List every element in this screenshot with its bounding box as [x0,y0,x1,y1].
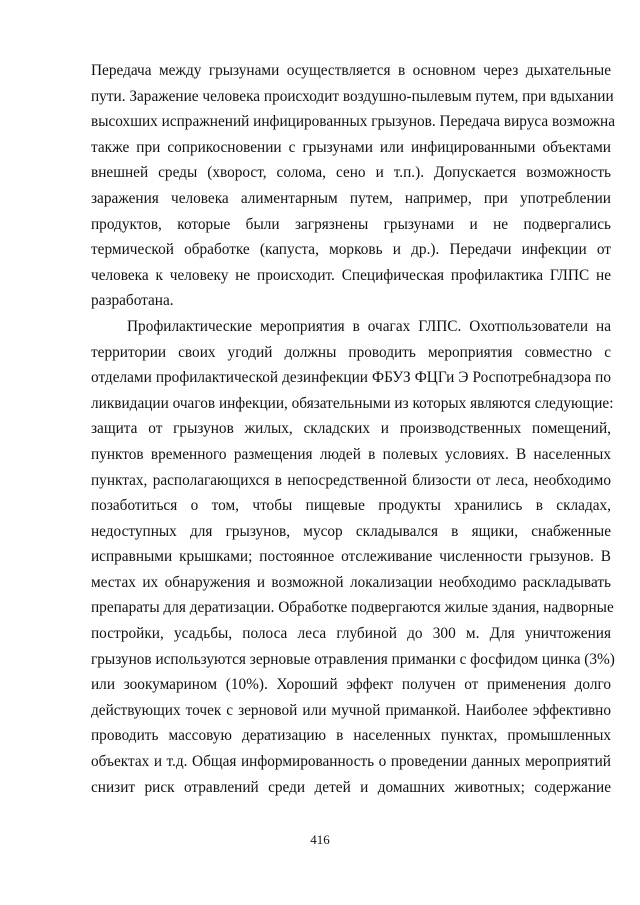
text-line: или зоокумарином (10%). Хороший эффект получен от применения долго [91,676,611,694]
document-body [91,58,616,800]
text-line: проводить массовую дератизацию в населенных пунктах, промышленных [91,727,611,745]
text-line: территории своих угодий должны проводить мероприятия совместно с [91,343,611,361]
text-line: высохших испражнений инфицированных грызунов. Передача вируса возможна [91,113,616,131]
text-line: объектах и т.д. Общая информированность о проведении данных мероприятий [91,753,611,771]
text-line: постройки, усадьбы, полоса леса глубиной до 300 м. Для уничтожения [91,625,611,643]
text-line: недоступных для грызунов, мусор складывался в ящики, снабженные [91,522,611,540]
text-line: заражения человека алиментарным путем, например, при употреблении [91,189,611,207]
text-line: продуктов, которые были загрязнены грызунами и не подвергались [91,215,611,233]
text-line: пунктах, располагающихся в непосредственной близости от леса, необходимо [91,471,611,489]
text-line: действующих точек с зерновой или мучной приманкой. Наиболее эффективно [91,701,611,719]
text-line: исправными крышками; постоянное отслеживание численности грызунов. В [91,548,611,566]
text-line: разработана. [91,292,174,310]
text-line: человека к человеку не происходит. Специфическая профилактика ГЛПС не [91,266,611,284]
text-line: отделами профилактической дезинфекции ФБУЗ ФЦГи Э Роспотребнадзора по [91,369,611,387]
text-line: внешней среды (хворост, солома, сено и т.п.). Допускается возможность [91,164,611,182]
paragraph-1 [91,58,616,314]
text-line: защита от грызунов жилых, складских и производственных помещений, [91,420,611,438]
text-line: также при соприкосновении с грызунами или инфицированными объектами [91,138,611,156]
text-line: пути. Заражение человека происходит воздушно-пылевым путем, при вдыхании [91,87,614,105]
page-number: 416 [310,832,330,847]
text-line: ликвидации очагов инфекции, обязательными из которых являются следующие: [91,394,614,412]
text-line: Профилактические мероприятия в очагах ГЛПС. Охотпользователи на [127,317,611,335]
text-line: снизит риск отравлений среди детей и домашних животных; содержание [91,778,611,796]
text-line: Передача между грызунами осуществляется в основном через дыхательные [91,62,611,79]
text-line: позаботиться о том, чтобы пищевые продукты хранились в складах, [91,497,611,515]
text-line: грызунов используются зерновые отравления приманки с фосфидом цинка (3%) [91,650,615,668]
text-line: пунктов временного размещения людей в полевых условиях. В населенных [91,445,611,463]
text-line: препараты для дератизации. Обработке подвергаются жилые здания, надворные [91,599,614,617]
text-line: термической обработке (капуста, морковь и др.). Передачи инфекции от [91,241,611,259]
paragraph-2 [91,314,615,800]
text-line: местах их обнаружения и возможной локализации необходимо раскладывать [91,573,611,591]
